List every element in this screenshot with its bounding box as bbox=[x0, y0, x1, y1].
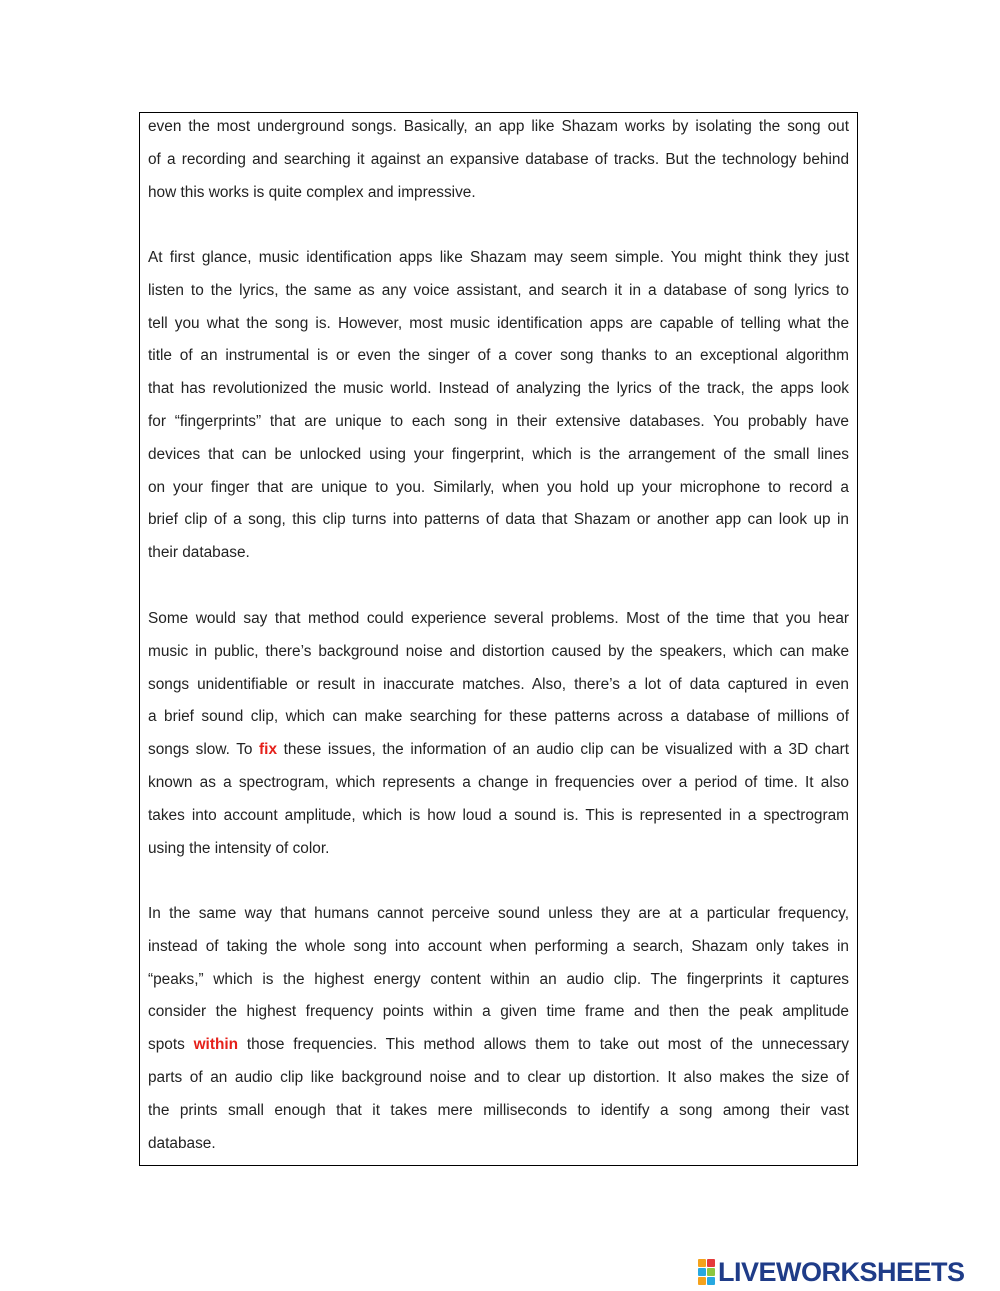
text-line: At first glance, music identification apps like Shazam may seem simple. You might think they just bbox=[148, 249, 849, 266]
text-line: songs unidentifiable or result in inaccurate matches. Also, there’s a lot of data captured in even bbox=[148, 675, 849, 693]
text-line: their database. bbox=[148, 544, 250, 562]
text-line: listen to the lyrics, the same as any voice assistant, and search it in a database of song lyrics to bbox=[148, 281, 849, 299]
text-line: instead of taking the whole song into account when performing a search, Shazam only takes in bbox=[148, 937, 849, 955]
text-line: takes into account amplitude, which is how loud a sound is. This is represented in a spectrogram bbox=[148, 806, 849, 824]
text-line: known as a spectrogram, which represents a change in frequencies over a period of time. It also bbox=[148, 773, 849, 791]
logo-icon-cell bbox=[698, 1277, 706, 1285]
logo-icon-cell bbox=[698, 1259, 706, 1267]
text-line bbox=[148, 734, 849, 767]
text-line: using the intensity of color. bbox=[148, 839, 330, 857]
highlighted-word-within: within bbox=[193, 1036, 239, 1054]
text-line: for “fingerprints” that are unique to each song in their extensive databases. You probably have bbox=[148, 412, 849, 430]
text-line: even the most underground songs. Basically, an app like Shazam works by isolating the song out bbox=[148, 118, 849, 135]
text-line: title of an instrumental is or even the singer of a cover song thanks to an exceptional algorithm bbox=[148, 347, 849, 365]
text-segment: these issues, the information of an audio clip can be visualized with a 3D chart bbox=[277, 741, 849, 759]
text-line: music in public, there’s background noise and distortion caused by the speakers, which can make bbox=[148, 642, 849, 660]
text-segment: spots bbox=[148, 1036, 194, 1054]
text-line: In the same way that humans cannot perceive sound unless they are at a particular frequency, bbox=[148, 905, 849, 922]
text-line: brief clip of a song, this clip turns into patterns of data that Shazam or another app can look up in bbox=[148, 511, 849, 529]
paragraph-1 bbox=[148, 111, 849, 209]
logo-icon-cell bbox=[707, 1277, 715, 1285]
highlighted-word-fix: fix bbox=[259, 741, 278, 759]
logo-icon-cell bbox=[707, 1259, 715, 1267]
text-line: the prints small enough that it takes mere milliseconds to identify a song among their vast bbox=[148, 1101, 849, 1119]
paragraph-3 bbox=[148, 603, 849, 865]
text-line: “peaks,” which is the highest energy content within an audio clip. The fingerprints it captures bbox=[148, 970, 849, 988]
text-line: database. bbox=[148, 1134, 216, 1152]
text-line bbox=[148, 1029, 849, 1062]
text-line: of a recording and searching it against an expansive database of tracks. But the technology behind bbox=[148, 150, 849, 168]
paragraph-4 bbox=[148, 898, 849, 1160]
logo-icon-cell bbox=[698, 1268, 706, 1276]
document-text-box bbox=[139, 112, 858, 1166]
text-segment: those frequencies. This method allows them to take out most of the unnecessary bbox=[238, 1036, 849, 1054]
text-line: that has revolutionized the music world. Instead of analyzing the lyrics of the track, the apps look bbox=[148, 380, 849, 398]
paragraph-2 bbox=[148, 242, 849, 570]
text-line: parts of an audio clip like background noise and to clear up distortion. It also makes the size of bbox=[148, 1068, 849, 1086]
text-line: consider the highest frequency points within a given time frame and then the peak amplitude bbox=[148, 1003, 849, 1021]
text-line: Some would say that method could experience several problems. Most of the time that you hear bbox=[148, 610, 849, 627]
logo-text: LIVEWORKSHEETS bbox=[718, 1257, 965, 1287]
text-line: how this works is quite complex and impressive. bbox=[148, 183, 476, 201]
text-line: devices that can be unlocked using your fingerprint, which is the arrangement of the small lines bbox=[148, 445, 849, 463]
liveworksheets-logo[interactable] bbox=[698, 1258, 965, 1286]
text-line: tell you what the song is. However, most music identification apps are capable of telling what the bbox=[148, 314, 849, 332]
logo-icon-cell bbox=[707, 1268, 715, 1276]
liveworksheets-logo-icon bbox=[698, 1259, 715, 1285]
text-line: a brief sound clip, which can make searching for these patterns across a database of millions of bbox=[148, 708, 849, 726]
text-segment: songs slow. To bbox=[148, 741, 260, 759]
text-line: on your finger that are unique to you. Similarly, when you hold up your microphone to record a bbox=[148, 478, 849, 496]
